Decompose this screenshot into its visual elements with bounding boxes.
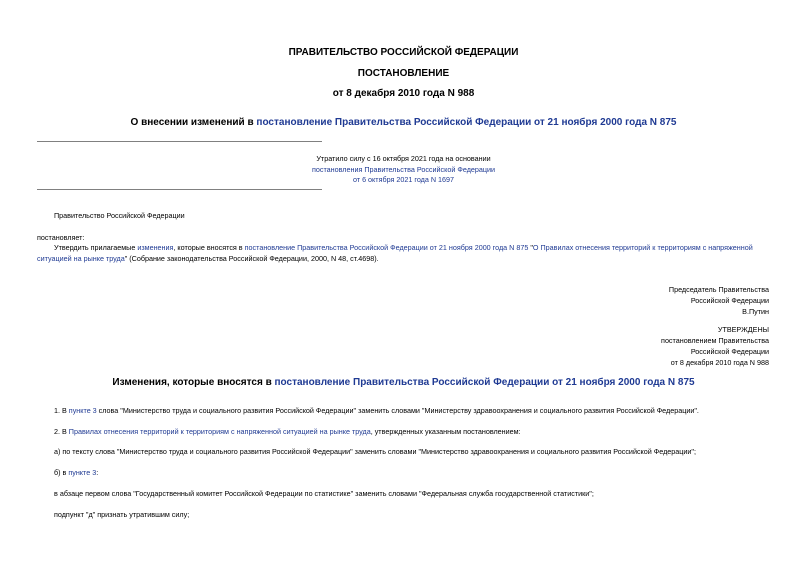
item-2b-paragraph-1: в абзаце первом слова "Государственный комитет Российской Федерации по статистике" заменить словами "Федеральная служба государственной статистики"; bbox=[54, 489, 594, 498]
approved-line-2: постановлением Правительства bbox=[661, 336, 769, 345]
expired-note-link-1[interactable]: постановления Правительства Российской Федерации bbox=[311, 164, 496, 174]
changes-title-link[interactable]: постановление Правительства Российской Федерации от 21 ноября 2000 года N 875 bbox=[274, 377, 695, 388]
resolves-line: постановляет: bbox=[37, 233, 85, 242]
signature-name: В.Путин bbox=[742, 307, 769, 316]
divider-bottom bbox=[37, 189, 322, 190]
item-2b-text-a: б) в bbox=[54, 468, 69, 477]
item-2b-text-b: : bbox=[96, 468, 99, 477]
title-prefix: О внесении изменений в bbox=[130, 117, 257, 128]
p1-link-rules-a[interactable]: О Правилах отнесения территорий к территориям с напряженной bbox=[532, 243, 753, 252]
item-2b bbox=[54, 468, 98, 478]
p1-link-changes[interactable]: изменения bbox=[137, 243, 174, 252]
item-1-text-b: слова "Министерство труда и социального развития Российской Федерации" заменить словами "Министерству здравоохранения и социального развития Российской Федерации". bbox=[96, 406, 699, 415]
document-type: ПОСТАНОВЛЕНИЕ bbox=[357, 68, 450, 79]
approved-line-3: Российской Федерации bbox=[690, 347, 769, 356]
divider-top bbox=[37, 141, 322, 142]
p1-link-resolution[interactable]: постановление Правительства Российской Федерации от 21 ноября 2000 года N 875 bbox=[244, 243, 529, 252]
p1-text-d: " (Собрание законодательства Российской Федерации, 2000, N 48, ст.4698). bbox=[124, 254, 379, 263]
item-2 bbox=[54, 427, 521, 437]
approved-line-4: от 8 декабря 2010 года N 988 bbox=[670, 358, 769, 367]
approved-block bbox=[661, 324, 769, 368]
expired-note-link-2[interactable]: от 6 октября 2021 года N 1697 bbox=[352, 175, 455, 184]
paragraph-approve bbox=[37, 242, 770, 264]
changes-title bbox=[0, 377, 807, 388]
document-date-number: от 8 декабря 2010 года N 988 bbox=[332, 88, 475, 99]
signature-block bbox=[669, 284, 769, 317]
item-2a: а) по тексту слова "Министерство труда и социального развития Российской Федерации" заменить словами "Министерство здравоохранения и социального развития Российской Федерации"; bbox=[54, 447, 696, 456]
government-heading: ПРАВИТЕЛЬСТВО РОССИЙСКОЙ ФЕДЕРАЦИИ bbox=[288, 47, 519, 58]
signature-line-1: Председатель Правительства bbox=[668, 285, 769, 294]
government-line: Правительство Российской Федерации bbox=[54, 211, 185, 220]
item-2-link[interactable]: Правилах отнесения территорий к территориям с напряженной ситуацией на рынке труда bbox=[68, 427, 371, 436]
p1-text-a: Утвердить прилагаемые bbox=[54, 243, 138, 252]
expired-note-text: Утратило силу с 16 октября 2021 года на основании bbox=[316, 154, 491, 163]
item-2b-link[interactable]: пункте 3 bbox=[68, 468, 97, 477]
p1-text-b: , которые вносятся в bbox=[173, 243, 245, 252]
item-1-link[interactable]: пункте 3 bbox=[68, 406, 97, 415]
p1-link-rules-b[interactable]: ситуацией на рынке труда bbox=[37, 254, 125, 263]
item-2-text-b: , утвержденных указанным постановлением: bbox=[370, 427, 521, 436]
changes-title-prefix: Изменения, которые вносятся в bbox=[112, 377, 275, 388]
title-link[interactable]: постановление Правительства Российской Федерации от 21 ноября 2000 года N 875 bbox=[256, 117, 677, 128]
item-2b-paragraph-2: подпункт "д" признать утратившим силу; bbox=[54, 510, 190, 519]
approved-line-1: УТВЕРЖДЕНЫ bbox=[717, 325, 769, 334]
signature-line-2: Российской Федерации bbox=[690, 296, 769, 305]
document-title bbox=[0, 117, 807, 128]
p1-text-c: " bbox=[528, 243, 533, 252]
item-2-text-a: 2. В bbox=[54, 427, 69, 436]
item-1-text-a: 1. В bbox=[54, 406, 69, 415]
expired-note bbox=[0, 154, 807, 186]
item-1 bbox=[54, 406, 699, 416]
